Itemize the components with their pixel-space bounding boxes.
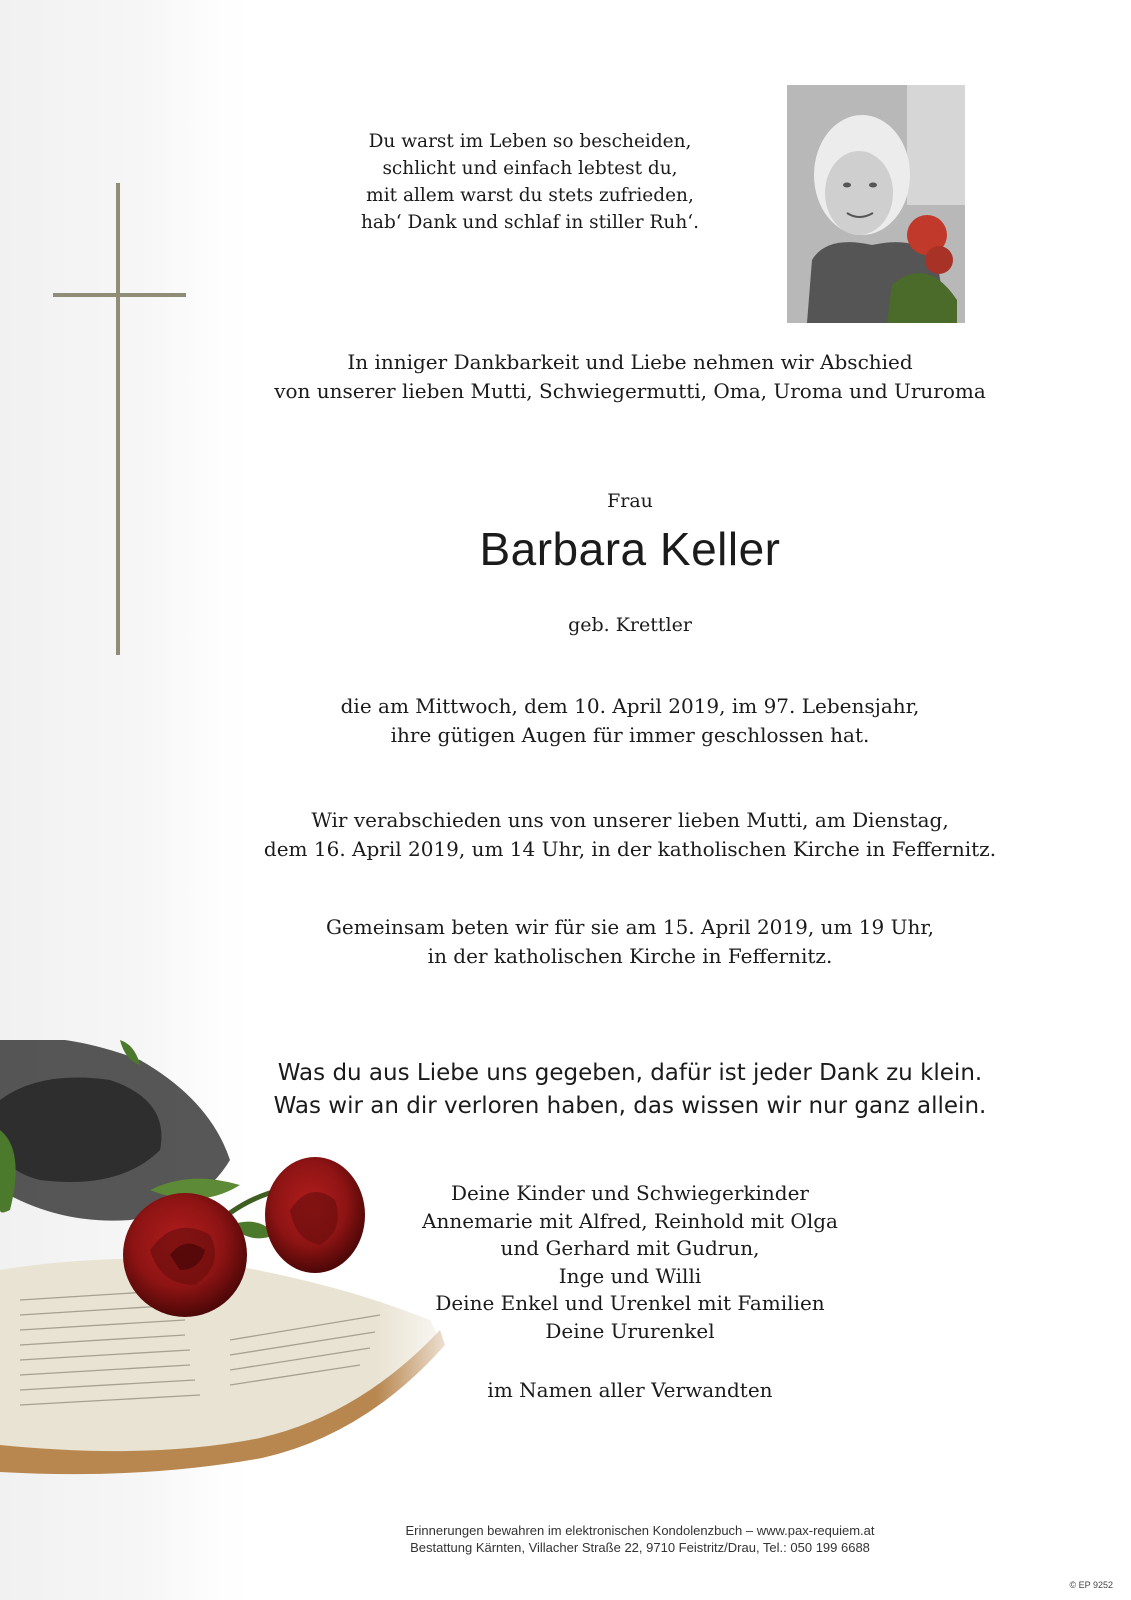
prayer-notice [280, 913, 980, 971]
service-line: dem 16. April 2019, um 14 Uhr, in der katholischen Kirche in Feffernitz. [263, 837, 997, 861]
closing-line: im Namen aller Verwandten [487, 1378, 773, 1402]
portrait-photo [787, 85, 965, 323]
mourner-line: Deine Enkel und Urenkel mit Familien [435, 1291, 825, 1315]
farewell-intro [230, 348, 1030, 406]
death-line: die am Mittwoch, dem 10. April 2019, im 97. Lebensjahr, [340, 694, 920, 718]
poem-line: hab‘ Dank und schlaf in stiller Ruh‘. [361, 212, 699, 233]
memorial-verse [230, 1057, 1030, 1123]
mourner-line: Deine Kinder und Schwiegerkinder [451, 1181, 809, 1205]
mourner-line: Inge und Willi [558, 1263, 702, 1288]
deceased-name: Barbara Keller [479, 523, 781, 575]
cross-icon-bar [53, 293, 186, 297]
footer-address: Bestattung Kärnten, Villacher Straße 22, 9710 Feistritz/Drau, Tel.: 050 199 6688 [410, 1540, 870, 1555]
mourner-line: Annemarie mit Alfred, Reinhold mit Olga [422, 1208, 838, 1233]
funeral-service [230, 806, 1030, 864]
footer-condolence-link[interactable]: Erinnerungen bewahren im elektronischen Kondolenzbuch – www.pax-requiem.at [405, 1523, 875, 1538]
poem-line: schlicht und einfach lebtest du, [382, 158, 678, 179]
cross-icon [116, 183, 120, 655]
verse-line: Was du aus Liebe uns gegeben, dafür ist jeder Dank zu klein. [277, 1060, 983, 1086]
honorific: Frau [607, 490, 653, 512]
maiden-name: geb. Krettler [568, 614, 692, 636]
poem-line: Du warst im Leben so bescheiden, [368, 131, 692, 152]
poem [290, 128, 770, 236]
mourner-line: und Gerhard mit Gudrun, [500, 1236, 760, 1260]
mourners-list [380, 1180, 880, 1345]
poem-line: mit allem warst du stets zufrieden, [366, 185, 694, 206]
prayer-line: Gemeinsam beten wir für sie am 15. April 2019, um 19 Uhr, [325, 915, 935, 939]
death-line: ihre gütigen Augen für immer geschlossen hat. [390, 723, 870, 747]
verse-line: Was wir an dir verloren haben, das wissen wir nur ganz allein. [273, 1093, 987, 1119]
mourner-line: Deine Ururenkel [545, 1318, 715, 1343]
intro-line: In inniger Dankbarkeit und Liebe nehmen wir Abschied [347, 350, 913, 374]
intro-line: von unserer lieben Mutti, Schwiegermutti, Oma, Uroma und Ururoma [274, 379, 986, 403]
prayer-line: in der katholischen Kirche in Feffernitz. [427, 944, 833, 968]
product-code: © EP 9252 [1069, 1580, 1113, 1590]
death-notice [280, 692, 980, 750]
footer [240, 1522, 1040, 1556]
service-line: Wir verabschieden uns von unserer lieben Mutti, am Dienstag, [311, 808, 949, 832]
